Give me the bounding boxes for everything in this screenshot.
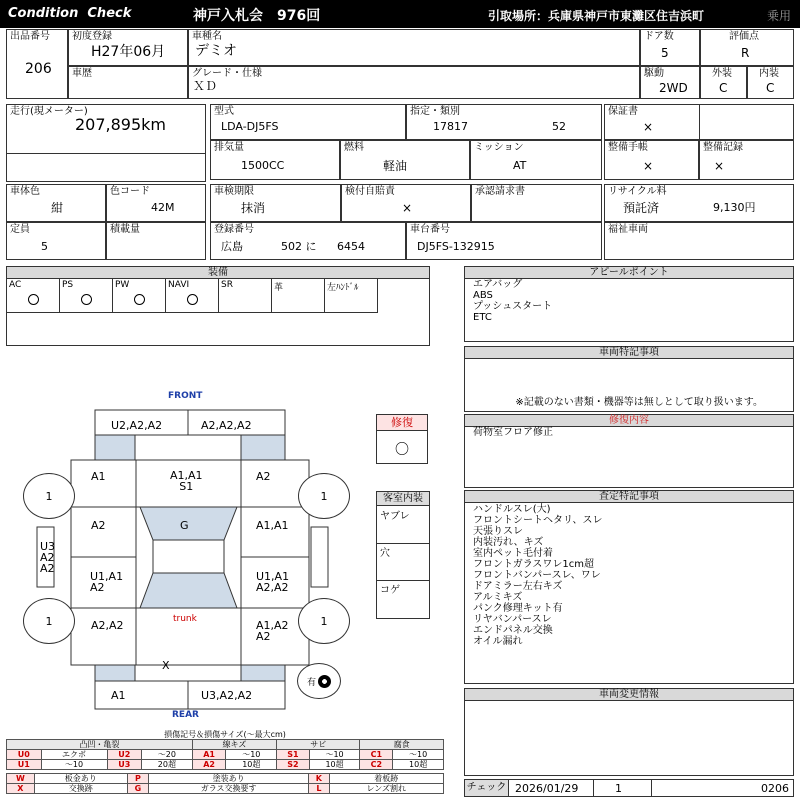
transmission-label: ミッション — [474, 142, 524, 153]
legend-cell: 着板跡 — [329, 774, 443, 784]
displacement-label: 排気量 — [214, 142, 244, 153]
history-cell — [68, 66, 188, 99]
check-row — [464, 779, 794, 797]
equipment-mark — [81, 294, 92, 305]
legend-table-2 — [6, 773, 444, 794]
recycle-label: リサイクル料 — [608, 186, 667, 197]
body-color-value: 紺 — [51, 201, 64, 215]
interior-cell — [747, 66, 794, 99]
list-item: プッシュスタート — [473, 301, 553, 312]
equipment-label: SR — [221, 280, 233, 290]
front-label: FRONT — [168, 391, 203, 401]
fuel-value: 軽油 — [383, 159, 408, 173]
drive-value: 2WD — [659, 81, 688, 95]
cabin-title: 客室内装 — [377, 492, 429, 506]
legend-cell: レンズ割れ — [329, 784, 443, 794]
history-label: 車歴 — [72, 68, 92, 79]
equipment-label: AC — [9, 280, 22, 290]
list-item: アルミキズ — [473, 592, 523, 603]
plate-cell — [210, 222, 406, 260]
rear-label: REAR — [172, 710, 199, 720]
plate-class: 502 に — [281, 240, 317, 253]
quarter-rear-left: A2,A2 — [91, 619, 124, 632]
appeal-list — [473, 279, 552, 323]
legend-cell: U2 — [107, 750, 142, 760]
repair-box-title: 修復 — [377, 415, 427, 431]
list-item: ABS — [473, 290, 493, 301]
transmission-cell — [470, 140, 602, 180]
list-item: 荷物室フロア修正 — [473, 427, 553, 438]
designation-label: 指定・類別 — [410, 106, 460, 117]
front-bumper-right: A2,A2,A2 — [201, 419, 252, 432]
legend-group-corrosion: 腐食 — [360, 740, 444, 750]
maint-record-cell — [699, 140, 794, 180]
manual-cell — [604, 140, 699, 180]
cabin-box — [376, 491, 430, 619]
legend-cell: X — [7, 784, 35, 794]
load-label: 積載量 — [110, 224, 140, 235]
legend-cell: A1 — [192, 750, 226, 760]
warranty-label: 保証書 — [608, 106, 638, 117]
mileage-label: 走行(現メーター) — [10, 106, 88, 117]
list-item: フロントガラスワレ1cm超 — [473, 559, 595, 570]
drive-cell — [640, 66, 700, 99]
manual-label: 整備手帳 — [608, 142, 648, 153]
inspector-title: 査定特記事項 — [465, 491, 793, 503]
first-reg-value: H27年06月 — [91, 44, 166, 60]
cabin-row-hole: 穴 — [380, 548, 390, 559]
equipment-6 — [325, 279, 378, 313]
legend-group-dent: 凸凹・亀裂 — [7, 740, 193, 750]
equipment-4 — [219, 279, 272, 313]
door-front-right: A1,A1 — [256, 519, 289, 532]
list-item: エアバッグ — [473, 279, 523, 290]
mirror-left: U3 A2 A2 — [40, 540, 56, 575]
inspection-label: 車検期限 — [214, 186, 254, 197]
equipment-label: 左ﾊﾝﾄﾞﾙ — [327, 283, 359, 293]
model-cell — [210, 104, 406, 140]
appeal-box — [464, 266, 794, 342]
interior-value: C — [766, 81, 775, 95]
equipment-label: PS — [62, 280, 74, 290]
manual-value: × — [643, 159, 654, 173]
list-item: リヤバンパースレ — [473, 614, 552, 625]
plate-number: 6454 — [337, 240, 365, 253]
exterior-value: C — [719, 81, 728, 95]
grade-value: ＸＤ — [193, 79, 218, 93]
car-name-label: 車種名 — [192, 31, 222, 42]
rear-panel: X — [162, 659, 170, 672]
quarter-rear-right: A1,A2 A2 — [256, 619, 289, 643]
mileage-cell — [6, 104, 206, 182]
legend-cell: U3 — [107, 760, 142, 770]
appeal-title: アピールポイント — [465, 267, 793, 279]
repair-detail-list — [473, 427, 553, 438]
legend-cell: U1 — [7, 760, 42, 770]
transmission-value: AT — [513, 159, 527, 172]
tire-rear-right: 1 — [298, 598, 350, 644]
spare-label: 有 — [306, 677, 316, 688]
rating-label: 評価点 — [729, 31, 759, 42]
capacity-label: 定員 — [10, 224, 30, 235]
capacity-value: 5 — [41, 240, 48, 253]
special-title: 車両特記事項 — [465, 347, 793, 359]
legend-cell: A2 — [192, 760, 226, 770]
legend-cell: 板金あり — [34, 774, 127, 784]
legend-cell: ガラス交換要す — [149, 784, 309, 794]
plate-label: 登録番号 — [214, 224, 254, 235]
displacement-cell — [210, 140, 340, 180]
liability-value: × — [402, 201, 413, 215]
spare-tire-icon — [318, 675, 331, 688]
model-value: LDA-DJ5FS — [221, 120, 279, 133]
repair-box-mark: 〇 — [395, 442, 409, 458]
roof: G — [180, 519, 189, 532]
legend-cell: ～20 — [142, 750, 193, 760]
mileage-value: 207,895km — [75, 115, 167, 134]
legend-group-scratch: 線キズ — [192, 740, 276, 750]
list-item: フロントバンパースレ、ワレ — [473, 570, 601, 581]
maint-record-value: × — [714, 159, 725, 173]
doors-cell — [640, 29, 700, 66]
legend-cell: 10超 — [393, 760, 444, 770]
check-date: 2026/01/29 — [515, 782, 579, 795]
chassis-label: 車台番号 — [410, 224, 450, 235]
recycle-amount: 9,130円 — [713, 201, 756, 214]
equipment-label: 革 — [274, 283, 284, 293]
list-item: フロントシートヘタリ、スレ — [473, 515, 603, 526]
inspection-cell — [210, 184, 341, 222]
legend-cell: C2 — [360, 760, 393, 770]
doors-value: 5 — [661, 46, 669, 60]
list-item: ドアミラー左右キズ — [473, 581, 563, 592]
grade-label: グレード・仕様 — [192, 68, 262, 79]
capacity-cell — [6, 222, 106, 260]
equipment-2 — [113, 279, 166, 313]
list-item: 天張りスレ — [473, 526, 523, 537]
liability-cell — [341, 184, 471, 222]
trunk-label: trunk — [173, 614, 197, 624]
displacement-value: 1500CC — [241, 159, 285, 172]
legend-cell: W — [7, 774, 35, 784]
legend-cell: 10超 — [226, 760, 277, 770]
color-code-label: 色コード — [110, 186, 150, 197]
hood: A1,A1 S1 — [170, 469, 203, 493]
fuel-label: 燃料 — [344, 142, 364, 153]
approval-label: 承認請求書 — [475, 186, 525, 197]
legend-cell: 20超 — [142, 760, 193, 770]
color-code-value: 42M — [151, 201, 175, 214]
usage-type: 乗用 — [767, 9, 792, 23]
designation-cell — [406, 104, 602, 140]
welfare-label: 福祉車両 — [608, 224, 648, 235]
equipment-mark — [28, 294, 39, 305]
lot-number-cell — [6, 29, 68, 99]
plate-region: 広島 — [221, 240, 243, 253]
spare-tire — [297, 663, 341, 699]
cabin-row-tear: ヤブレ — [380, 511, 410, 522]
equipment-mark — [187, 294, 198, 305]
chassis-value: DJ5FS-132915 — [417, 240, 495, 253]
list-item: 室内ペット毛付着 — [473, 548, 553, 559]
designation-value-2: 52 — [552, 120, 566, 133]
equipment-5 — [272, 279, 325, 313]
tire-rear-left: 1 — [23, 598, 75, 644]
list-item: エンドパネル交換 — [473, 625, 553, 636]
check-label: チェック — [465, 780, 509, 796]
check-number: 1 — [615, 782, 622, 795]
liability-label: 検付自賠責 — [345, 186, 395, 197]
repair-box — [376, 414, 428, 464]
rating-value: R — [741, 46, 750, 60]
door-rear-right: U1,A1 A2,A2 — [256, 570, 290, 594]
car-diagram — [0, 380, 376, 725]
legend-cell: U0 — [7, 750, 42, 760]
equipment-mark — [134, 294, 145, 305]
legend-cell: ～10 — [309, 750, 360, 760]
repair-detail-title: 修復内容 — [465, 415, 793, 427]
recycle-cell — [604, 184, 794, 222]
legend-title: 損傷記号＆損傷サイズ(～最大cm) — [164, 730, 286, 739]
list-item: ETC — [473, 312, 492, 323]
repair-detail-box — [464, 414, 794, 488]
exterior-cell — [700, 66, 747, 99]
brand-title: Condition Check — [8, 6, 132, 21]
model-label: 型式 — [214, 106, 234, 117]
load-cell — [106, 222, 206, 260]
car-name-value: デミオ — [195, 43, 237, 59]
equipment-label: PW — [115, 280, 130, 290]
legend-cell: C1 — [360, 750, 393, 760]
front-bumper-left: U2,A2,A2 — [111, 419, 163, 432]
tire-front-left: 1 — [23, 473, 75, 519]
welfare-cell — [604, 222, 794, 260]
tire-front-right: 1 — [298, 473, 350, 519]
header-bar — [0, 0, 800, 28]
designation-value-1: 17817 — [433, 120, 468, 133]
rating-cell — [700, 29, 794, 66]
doors-label: ドア数 — [644, 31, 674, 42]
check-code: 0206 — [761, 782, 789, 795]
equipment-box — [6, 266, 430, 346]
legend-table — [6, 739, 444, 770]
interior-label: 内装 — [759, 68, 779, 79]
fender-front-left: A1 — [91, 470, 106, 483]
legend-cell: K — [309, 774, 329, 784]
fuel-cell — [340, 140, 470, 180]
warranty-cell — [604, 104, 794, 140]
color-code-cell — [106, 184, 206, 222]
legend-group-rust: サビ — [277, 740, 360, 750]
legend-cell: S1 — [277, 750, 310, 760]
special-box — [464, 346, 794, 412]
list-item: 内装汚れ、キズ — [473, 537, 544, 548]
legend-cell: 塗装あり — [149, 774, 309, 784]
grade-cell — [188, 66, 640, 99]
legend-cell: G — [127, 784, 148, 794]
approval-cell — [471, 184, 602, 222]
legend-cell: ～10 — [41, 760, 107, 770]
inspection-value: 抹消 — [241, 201, 266, 215]
pickup-location: 引取場所：兵庫県神戸市東灘区住吉浜町 — [488, 9, 705, 23]
exterior-label: 外装 — [712, 68, 732, 79]
special-note: ※記載のない書類・機器等は無しとして取り扱います。 — [515, 397, 763, 408]
legend-cell: ～10 — [226, 750, 277, 760]
door-front-left: A2 — [91, 519, 106, 532]
legend-cell: S2 — [277, 760, 310, 770]
legend-cell: 10超 — [309, 760, 360, 770]
rear-bumper-left: A1 — [111, 689, 126, 702]
rear-bumper-right: U3,A2,A2 — [201, 689, 253, 702]
equipment-title: 装備 — [7, 267, 429, 279]
legend-cell: 交換跡 — [34, 784, 127, 794]
door-rear-left: U1,A1 A2 — [90, 570, 124, 594]
body-color-cell — [6, 184, 106, 222]
equipment-3 — [166, 279, 219, 313]
legend-cell: ～10 — [393, 750, 444, 760]
recycle-status: 預託済 — [623, 201, 660, 215]
auction-title: 神戸入札会 976回 — [193, 8, 321, 24]
legend-cell: P — [127, 774, 148, 784]
change-title: 車両変更情報 — [465, 689, 793, 701]
list-item: オイル漏れ — [473, 636, 523, 647]
maint-record-label: 整備記録 — [703, 142, 743, 153]
legend — [6, 730, 444, 798]
change-box — [464, 688, 794, 776]
equipment-label: NAVI — [168, 280, 190, 290]
cabin-row-burn: コゲ — [380, 585, 400, 596]
car-name-cell — [188, 29, 640, 66]
list-item: パンク修理キット有 — [473, 603, 563, 614]
equipment-0 — [7, 279, 60, 313]
body-color-label: 車体色 — [10, 186, 40, 197]
first-reg-cell — [68, 29, 188, 66]
lot-value: 206 — [25, 61, 52, 77]
warranty-value: × — [643, 120, 654, 134]
chassis-cell — [406, 222, 602, 260]
equipment-1 — [60, 279, 113, 313]
lot-label: 出品番号 — [10, 31, 50, 42]
inspector-list — [473, 504, 603, 647]
inspector-box — [464, 490, 794, 684]
list-item: ハンドルスレ(大) — [473, 504, 551, 515]
first-reg-label: 初度登録 — [72, 31, 112, 42]
legend-cell: L — [309, 784, 329, 794]
fender-front-right: A2 — [256, 470, 271, 483]
legend-cell: エクボ — [41, 750, 107, 760]
drive-label: 駆動 — [644, 68, 664, 79]
